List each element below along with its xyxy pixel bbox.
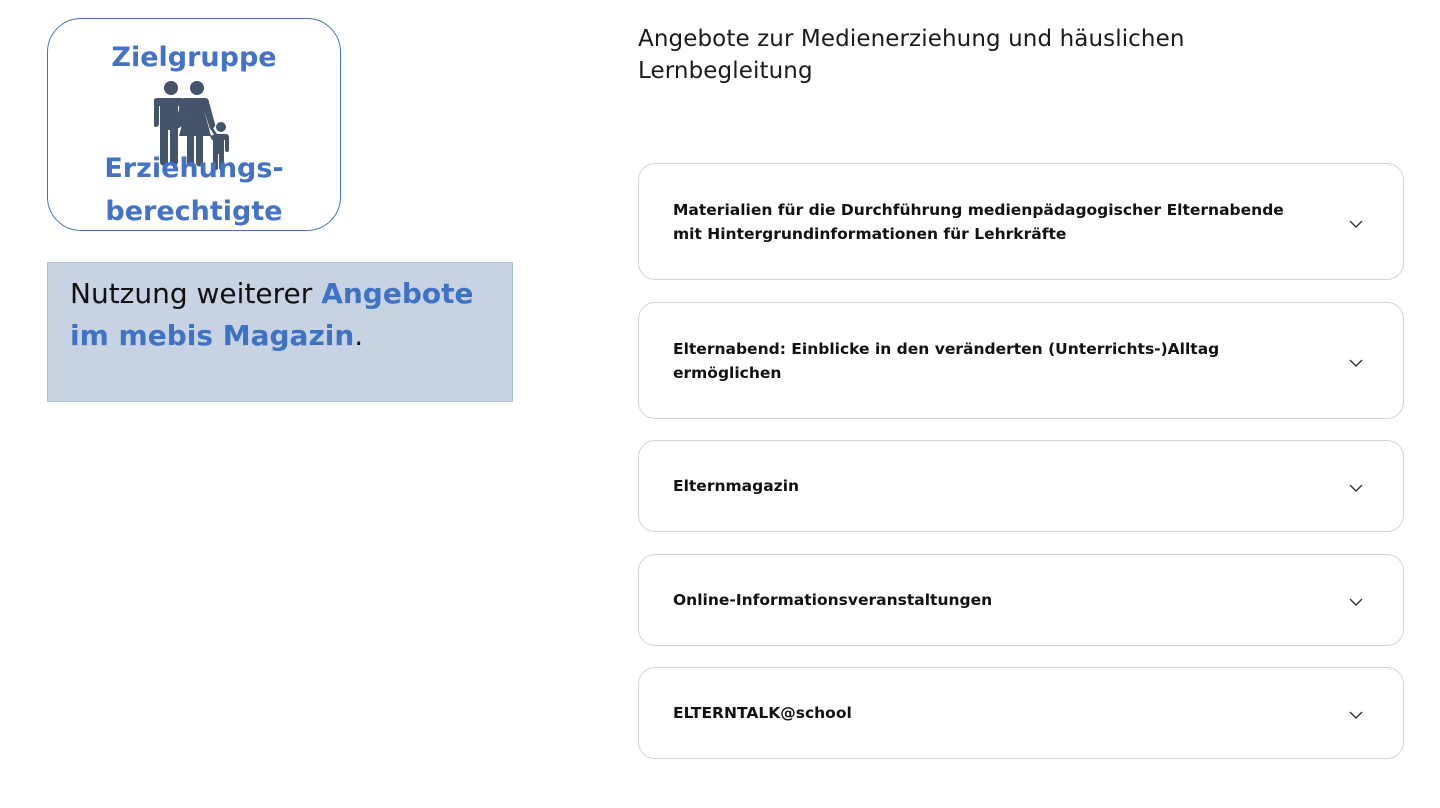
accordion-item-label: ELTERNTALK@school (673, 704, 852, 722)
chevron-down-icon[interactable] (1349, 484, 1363, 492)
chevron-down-icon[interactable] (1349, 598, 1363, 606)
accordion-item-materialien[interactable] (638, 163, 1404, 280)
accordion-item-elterntalk[interactable] (638, 667, 1404, 759)
accordion-item-online-informationsveranstaltungen[interactable] (638, 554, 1404, 646)
accordion-item-elternmagazin[interactable] (638, 440, 1404, 532)
target-group-card (47, 18, 341, 231)
accordion-item-label: Elternmagazin (673, 477, 800, 495)
info-highlight-line1: Angebote (321, 277, 474, 310)
info-highlight-line2: im mebis Magazin (70, 319, 355, 352)
chevron-down-icon[interactable] (1349, 359, 1363, 367)
accordion-item-label: Elternabend: Einblicke in den veränderten (Unterrichts-)Alltag ermöglichen (673, 339, 1220, 382)
section-heading: Angebote zur Medienerziehung und häuslichen Lernbegleitung (638, 26, 1185, 84)
target-group-title: Zielgruppe (111, 42, 277, 73)
info-text-before: Nutzung weiterer (70, 277, 322, 310)
info-text-after: . (354, 319, 364, 352)
chevron-down-icon[interactable] (1349, 711, 1363, 719)
chevron-down-icon[interactable] (1349, 220, 1363, 228)
accordion-item-elternabend[interactable] (638, 302, 1404, 419)
target-group-subtitle-line1: Erziehungs- (104, 153, 284, 184)
target-group-subtitle-line2: berechtigte (105, 196, 283, 227)
accordion-item-label: Materialien für die Durchführung medienpädagogischer Elternabende mit Hintergrundinformationen für Lehrkräfte (673, 200, 1284, 243)
info-box (47, 262, 513, 402)
accordion-item-label: Online-Informationsveranstaltungen (673, 591, 993, 609)
